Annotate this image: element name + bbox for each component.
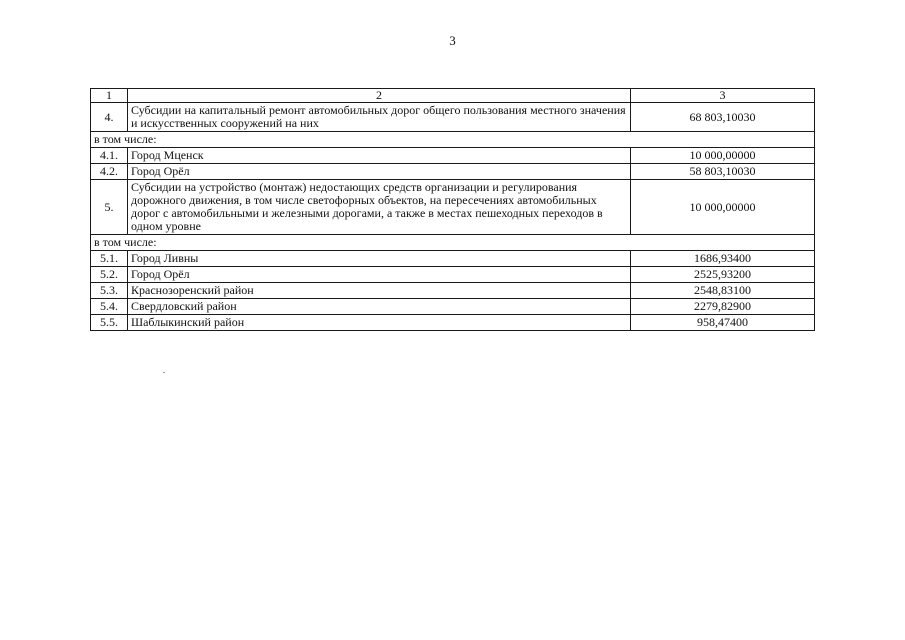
row-value: 958,47400 — [631, 315, 815, 331]
row-value: 68 803,10030 — [631, 103, 815, 132]
row-number: 5.2. — [91, 267, 128, 283]
header-col-2: 2 — [128, 89, 631, 103]
table-row — [91, 164, 815, 180]
table-row — [91, 283, 815, 299]
row-value: 2548,83100 — [631, 283, 815, 299]
table-row — [91, 148, 815, 164]
row-value: 2525,93200 — [631, 267, 815, 283]
row-name: Город Орёл — [128, 267, 631, 283]
row-value: 2279,82900 — [631, 299, 815, 315]
row-number: 5.1. — [91, 251, 128, 267]
row-number: 5.5. — [91, 315, 128, 331]
row-name: Субсидии на капитальный ремонт автомобильных дорог общего пользования местного значения и искусственных сооружений на них — [128, 103, 631, 132]
row-number: 4. — [91, 103, 128, 132]
row-value: 10 000,00000 — [631, 180, 815, 235]
row-name: Субсидии на устройство (монтаж) недостающих средств организации и регулирования дорожного движения, в том числе светофорных объектов, на пересечениях автомобильных дорог с автомобильными и железными дорогами, а также в местах пешеходных переходов в одном уровне — [128, 180, 631, 235]
row-name: Город Мценск — [128, 148, 631, 164]
subtitle-text: в том числе: — [91, 132, 815, 148]
table-row — [91, 180, 815, 235]
row-name: Шаблыкинский район — [128, 315, 631, 331]
header-col-1: 1 — [91, 89, 128, 103]
row-number: 4.1. — [91, 148, 128, 164]
row-name: Город Ливны — [128, 251, 631, 267]
row-value: 1686,93400 — [631, 251, 815, 267]
table-row — [91, 267, 815, 283]
row-number: 4.2. — [91, 164, 128, 180]
subsidy-table — [90, 88, 815, 331]
table-row — [91, 251, 815, 267]
page-number: 3 — [449, 33, 456, 48]
table-row — [91, 315, 815, 331]
table-subtitle-row — [91, 235, 815, 251]
row-number: 5.4. — [91, 299, 128, 315]
row-name: Город Орёл — [128, 164, 631, 180]
table-row — [91, 103, 815, 132]
header-col-3: 3 — [631, 89, 815, 103]
scan-speck — [163, 372, 165, 373]
table-header-row — [91, 89, 815, 103]
table-subtitle-row — [91, 132, 815, 148]
subtitle-text: в том числе: — [91, 235, 815, 251]
row-name: Краснозоренский район — [128, 283, 631, 299]
row-value: 58 803,10030 — [631, 164, 815, 180]
row-value: 10 000,00000 — [631, 148, 815, 164]
row-number: 5. — [91, 180, 128, 235]
row-number: 5.3. — [91, 283, 128, 299]
row-name: Свердловский район — [128, 299, 631, 315]
table-row — [91, 299, 815, 315]
